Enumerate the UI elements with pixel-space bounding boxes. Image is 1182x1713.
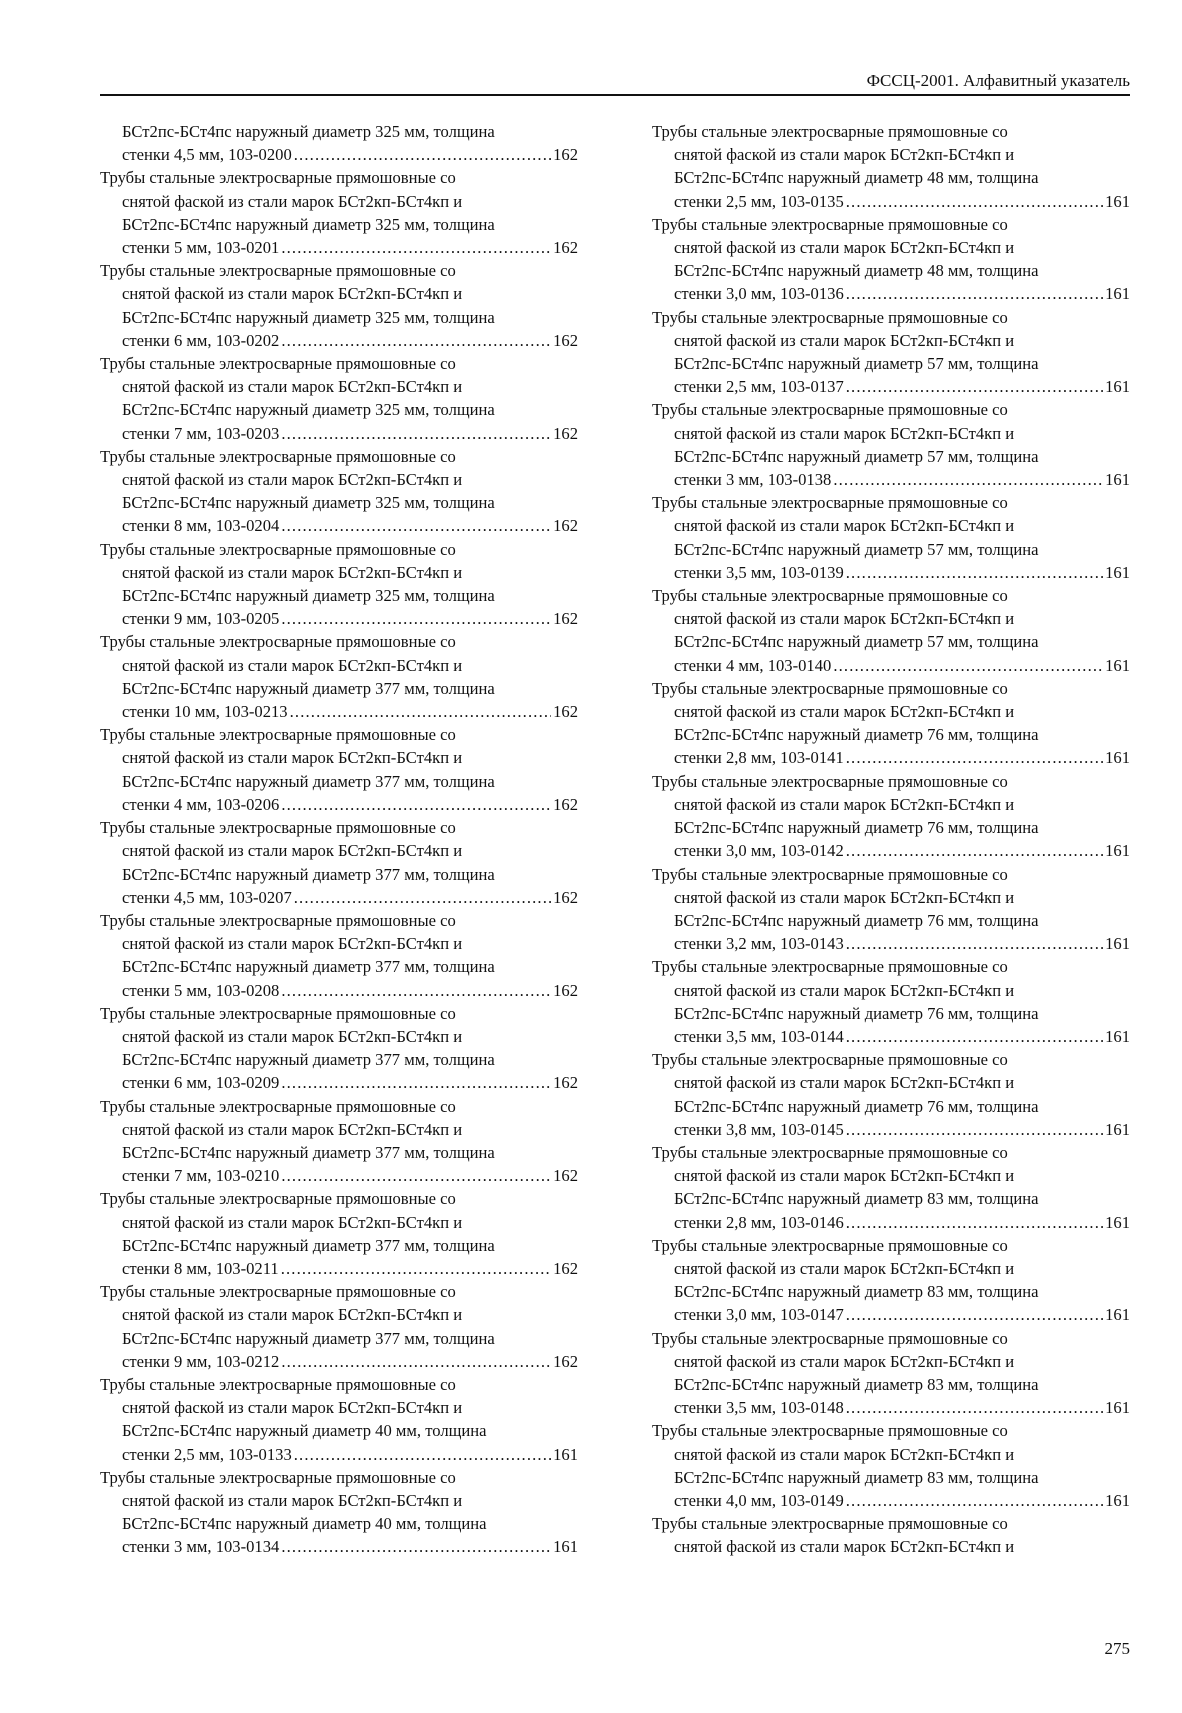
entry-line: снятой фаской из стали марок БСт2кп-БСт4кп и [122,655,463,675]
entry-line: Трубы стальные электросварные прямошовные со [100,910,456,930]
entry-line: снятой фаской из стали марок БСт2кп-БСт4кп и [122,1398,463,1418]
index-column-right [652,120,1130,1559]
entry-last-line [652,1118,1130,1141]
index-entry [100,1466,578,1559]
entry-line: БСт2пс-БСт4пс наружный диаметр 76 мм, толщина [674,818,1039,838]
entry-last-line [652,932,1130,955]
entry-last-line [652,282,1130,305]
entry-page-ref: 161 [1105,1212,1130,1232]
dot-leader [846,1489,1103,1512]
entry-line: БСт2пс-БСт4пс наружный диаметр 83 мм, толщина [674,1467,1039,1487]
entry-code: стенки 8 мм, 103-0211 [122,1258,279,1278]
entry-code: стенки 4,5 мм, 103-0207 [122,887,292,907]
entry-page-ref: 161 [1105,1490,1130,1510]
entry-line: Трубы стальные электросварные прямошовные со [100,1467,456,1487]
entry-line: снятой фаской из стали марок БСт2кп-БСт4кп и [122,284,463,304]
entry-line: Трубы стальные электросварные прямошовные со [100,168,456,188]
entry-last-line [100,143,578,166]
entry-code: стенки 3,2 мм, 103-0143 [674,934,844,954]
entry-line: снятой фаской из стали марок БСт2кп-БСт4кп и [674,609,1015,629]
entry-page-ref: 162 [553,1258,578,1278]
dot-leader [846,375,1103,398]
entry-last-line [652,468,1130,491]
entry-line: Трубы стальные электросварные прямошовные со [652,307,1008,327]
entry-page-ref: 161 [1105,1398,1130,1418]
entry-line: Трубы стальные электросварные прямошовные со [100,261,456,281]
entry-line: БСт2пс-БСт4пс наружный диаметр 377 мм, толщина [122,678,495,698]
entry-line: БСт2пс-БСт4пс наружный диаметр 40 мм, толщина [122,1514,487,1534]
index-entry [100,1095,578,1188]
index-entry [652,491,1130,584]
entry-last-line [652,190,1130,213]
entry-line: БСт2пс-БСт4пс наружный диаметр 325 мм, толщина [122,400,495,420]
index-entry [100,816,578,909]
entry-line: Трубы стальные электросварные прямошовные со [100,354,456,374]
entry-line: БСт2пс-БСт4пс наружный диаметр 325 мм, толщина [122,122,495,141]
entry-line: снятой фаской из стали марок БСт2кп-БСт4кп и [674,238,1015,258]
entry-page-ref: 161 [1105,284,1130,304]
entry-page-ref: 161 [1105,562,1130,582]
entry-page-ref: 161 [1105,1305,1130,1325]
index-column-left [100,120,578,1559]
entry-line: снятой фаской из стали марок БСт2кп-БСт4кп и [674,145,1015,165]
dot-leader [846,561,1103,584]
entry-line: снятой фаской из стали марок БСт2кп-БСт4кп и [674,1073,1015,1093]
dot-leader [281,236,551,259]
entry-code: стенки 8 мм, 103-0204 [122,516,280,536]
entry-line: снятой фаской из стали марок БСт2кп-БСт4кп и [122,1212,463,1232]
entry-code: стенки 9 мм, 103-0212 [122,1351,280,1371]
entry-line: снятой фаской из стали марок БСт2кп-БСт4кп и [674,423,1015,443]
entry-line: Трубы стальные электросварные прямошовные со [100,1282,456,1302]
entry-code: стенки 6 мм, 103-0202 [122,330,280,350]
dot-leader [281,1257,551,1280]
entry-line: БСт2пс-БСт4пс наружный диаметр 48 мм, толщина [674,261,1039,281]
dot-leader [833,468,1103,491]
page-number: 275 [1104,1639,1130,1658]
entry-page-ref: 162 [553,702,578,722]
index-entry [652,120,1130,213]
dot-leader [281,329,551,352]
entry-page-ref: 162 [553,980,578,1000]
page-header [100,66,1130,96]
entry-line: БСт2пс-БСт4пс наружный диаметр 377 мм, толщина [122,1235,495,1255]
entry-line: Трубы стальные электросварные прямошовные со [652,493,1008,513]
dot-leader [846,1118,1103,1141]
index-entry [652,1048,1130,1141]
entry-page-ref: 161 [1105,1119,1130,1139]
dot-leader [281,1164,551,1187]
index-entry [652,1234,1130,1327]
entry-line: БСт2пс-БСт4пс наружный диаметр 57 мм, толщина [674,446,1039,466]
entry-line: БСт2пс-БСт4пс наружный диаметр 325 мм, толщина [122,586,495,606]
entry-code: стенки 2,5 мм, 103-0137 [674,377,844,397]
index-entry [652,863,1130,956]
entry-last-line [100,1535,578,1558]
index-entry [652,306,1130,399]
entry-line: БСт2пс-БСт4пс наружный диаметр 325 мм, толщина [122,307,495,327]
entry-line: снятой фаской из стали марок БСт2кп-БСт4кп и [122,1490,463,1510]
entry-line: снятой фаской из стали марок БСт2кп-БСт4кп и [122,1305,463,1325]
entry-line: БСт2пс-БСт4пс наружный диаметр 377 мм, толщина [122,957,495,977]
index-entry [100,120,578,166]
entry-last-line [100,1350,578,1373]
entry-line: БСт2пс-БСт4пс наружный диаметр 76 мм, толщина [674,1003,1039,1023]
entry-line: БСт2пс-БСт4пс наружный диаметр 76 мм, толщина [674,910,1039,930]
entry-line: БСт2пс-БСт4пс наружный диаметр 83 мм, толщина [674,1189,1039,1209]
header-title: ФССЦ-2001. Алфавитный указатель [866,71,1130,90]
entry-line: Трубы стальные электросварные прямошовные со [652,957,1008,977]
entry-code: стенки 2,8 мм, 103-0141 [674,748,844,768]
entry-line: Трубы стальные электросварные прямошовные со [652,122,1008,141]
entry-page-ref: 161 [1105,470,1130,490]
dot-leader [294,143,551,166]
entry-line: Трубы стальные электросварные прямошовные со [652,1421,1008,1441]
entry-page-ref: 162 [553,330,578,350]
entry-line: Трубы стальные электросварные прямошовные со [652,400,1008,420]
dot-leader [281,793,551,816]
entry-last-line [100,236,578,259]
entry-line: БСт2пс-БСт4пс наружный диаметр 83 мм, толщина [674,1374,1039,1394]
entry-last-line [652,561,1130,584]
dot-leader [281,607,551,630]
entry-code: стенки 10 мм, 103-0213 [122,702,288,722]
entry-line: снятой фаской из стали марок БСт2кп-БСт4кп и [122,841,463,861]
dot-leader [846,839,1103,862]
entry-line: БСт2пс-БСт4пс наружный диаметр 57 мм, толщина [674,539,1039,559]
entry-code: стенки 4 мм, 103-0140 [674,655,832,675]
dot-leader [846,1396,1103,1419]
entry-line: БСт2пс-БСт4пс наружный диаметр 325 мм, толщина [122,214,495,234]
dot-leader [281,979,551,1002]
entry-line: снятой фаской из стали марок БСт2кп-БСт4кп и [122,191,463,211]
dot-leader [846,1211,1103,1234]
dot-leader [833,654,1103,677]
entry-code: стенки 4,0 мм, 103-0149 [674,1490,844,1510]
entry-line: БСт2пс-БСт4пс наружный диаметр 57 мм, толщина [674,354,1039,374]
index-entry [100,1187,578,1280]
dot-leader [290,700,552,723]
index-entry [100,538,578,631]
entry-line: снятой фаской из стали марок БСт2кп-БСт4кп и [122,377,463,397]
entry-page-ref: 161 [1105,1026,1130,1046]
entry-line: Трубы стальные электросварные прямошовные со [100,725,456,745]
entry-line: БСт2пс-БСт4пс наружный диаметр 377 мм, толщина [122,864,495,884]
entry-line: Трубы стальные электросварные прямошовные со [652,1142,1008,1162]
entry-line: снятой фаской из стали марок БСт2кп-БСт4кп и [674,794,1015,814]
entry-code: стенки 7 мм, 103-0203 [122,423,280,443]
entry-code: стенки 3 мм, 103-0134 [122,1537,280,1557]
entry-line: БСт2пс-БСт4пс наружный диаметр 57 мм, толщина [674,632,1039,652]
entry-line: Трубы стальные электросварные прямошовные со [100,818,456,838]
entry-code: стенки 5 мм, 103-0208 [122,980,280,1000]
index-entry [100,1002,578,1095]
entry-line: Трубы стальные электросварные прямошовные со [100,446,456,466]
entry-line: Трубы стальные электросварные прямошовные со [652,214,1008,234]
index-entry [100,909,578,1002]
entry-page-ref: 162 [553,1351,578,1371]
dot-leader [281,1071,551,1094]
entry-line: Трубы стальные электросварные прямошовные со [652,771,1008,791]
entry-last-line [652,1396,1130,1419]
index-entry [100,259,578,352]
entry-line: снятой фаской из стали марок БСт2кп-БСт4кп и [122,1026,463,1046]
entry-code: стенки 6 мм, 103-0209 [122,1073,280,1093]
entry-line: БСт2пс-БСт4пс наружный диаметр 83 мм, толщина [674,1282,1039,1302]
entry-last-line [100,793,578,816]
entry-code: стенки 3,5 мм, 103-0148 [674,1398,844,1418]
index-entry [100,445,578,538]
entry-page-ref: 161 [1105,377,1130,397]
entry-last-line [652,1025,1130,1048]
entry-last-line [652,654,1130,677]
entry-page-ref: 161 [1105,191,1130,211]
entry-page-ref: 161 [1105,841,1130,861]
entry-code: стенки 3,5 мм, 103-0139 [674,562,844,582]
index-entry [652,398,1130,491]
dot-leader [846,190,1103,213]
entry-line: снятой фаской из стали марок БСт2кп-БСт4кп и [674,887,1015,907]
entry-line: снятой фаской из стали марок БСт2кп-БСт4кп и [122,562,463,582]
index-entry [100,723,578,816]
entry-line: снятой фаской из стали марок БСт2кп-БСт4кп и [122,748,463,768]
entry-last-line [100,886,578,909]
index-entry [652,1512,1130,1558]
entry-last-line [100,1164,578,1187]
index-entry [652,770,1130,863]
entry-line: Трубы стальные электросварные прямошовные со [100,1374,456,1394]
entry-last-line [100,1071,578,1094]
entry-line: Трубы стальные электросварные прямошовные со [100,1096,456,1116]
entry-code: стенки 5 мм, 103-0201 [122,238,280,258]
entry-code: стенки 3,5 мм, 103-0144 [674,1026,844,1046]
entry-line: БСт2пс-БСт4пс наружный диаметр 76 мм, толщина [674,1096,1039,1116]
entry-line: снятой фаской из стали марок БСт2кп-БСт4кп и [674,1166,1015,1186]
entry-last-line [652,839,1130,862]
entry-line: снятой фаской из стали марок БСт2кп-БСт4кп и [674,1444,1015,1464]
entry-page-ref: 162 [553,238,578,258]
entry-page-ref: 162 [553,794,578,814]
entry-line: снятой фаской из стали марок БСт2кп-БСт4кп и [674,516,1015,536]
dot-leader [281,1350,551,1373]
entry-line: БСт2пс-БСт4пс наружный диаметр 48 мм, толщина [674,168,1039,188]
dot-leader [294,886,551,909]
entry-last-line [100,607,578,630]
entry-last-line [100,422,578,445]
entry-line: Трубы стальные электросварные прямошовные со [652,678,1008,698]
entry-code: стенки 3,8 мм, 103-0145 [674,1119,844,1139]
index-entry [652,1327,1130,1420]
entry-code: стенки 3 мм, 103-0138 [674,470,832,490]
entry-code: стенки 7 мм, 103-0210 [122,1166,280,1186]
entry-page-ref: 161 [1105,748,1130,768]
entry-page-ref: 161 [1105,934,1130,954]
dot-leader [846,1025,1103,1048]
index-entry [100,166,578,259]
entry-line: Трубы стальные электросварные прямошовные со [652,1050,1008,1070]
entry-last-line [652,1211,1130,1234]
index-entry [652,1419,1130,1512]
entry-code: стенки 3,0 мм, 103-0142 [674,841,844,861]
entry-page-ref: 162 [553,609,578,629]
entry-line: снятой фаской из стали марок БСт2кп-БСт4кп и [122,1119,463,1139]
entry-page-ref: 161 [553,1537,578,1557]
entry-page-ref: 161 [553,1444,578,1464]
entry-code: стенки 2,5 мм, 103-0135 [674,191,844,211]
entry-line: Трубы стальные электросварные прямошовные со [652,1235,1008,1255]
entry-line: БСт2пс-БСт4пс наружный диаметр 76 мм, толщина [674,725,1039,745]
dot-leader [281,1535,551,1558]
entry-code: стенки 3,0 мм, 103-0147 [674,1305,844,1325]
entry-line: БСт2пс-БСт4пс наружный диаметр 377 мм, толщина [122,771,495,791]
entry-code: стенки 2,8 мм, 103-0146 [674,1212,844,1232]
entry-code: стенки 4,5 мм, 103-0200 [122,145,292,165]
entry-page-ref: 162 [553,516,578,536]
entry-line: Трубы стальные электросварные прямошовные со [652,1514,1008,1534]
dot-leader [846,282,1103,305]
entry-line: Трубы стальные электросварные прямошовные со [652,1328,1008,1348]
entry-page-ref: 162 [553,887,578,907]
entry-line: снятой фаской из стали марок БСт2кп-БСт4кп и [674,980,1015,1000]
entry-code: стенки 4 мм, 103-0206 [122,794,280,814]
entry-line: БСт2пс-БСт4пс наружный диаметр 377 мм, толщина [122,1050,495,1070]
entry-last-line [652,375,1130,398]
entry-code: стенки 9 мм, 103-0205 [122,609,280,629]
entry-page-ref: 162 [553,1166,578,1186]
entry-last-line [100,1443,578,1466]
index-entry [100,630,578,723]
entry-line: БСт2пс-БСт4пс наружный диаметр 377 мм, толщина [122,1328,495,1348]
index-entry [652,677,1130,770]
entry-last-line [652,1489,1130,1512]
entry-line: БСт2пс-БСт4пс наружный диаметр 325 мм, толщина [122,493,495,513]
entry-page-ref: 162 [553,1073,578,1093]
entry-last-line [652,1303,1130,1326]
dot-leader [846,932,1103,955]
entry-last-line [100,1257,578,1280]
entry-line: Трубы стальные электросварные прямошовные со [100,632,456,652]
entry-line: снятой фаской из стали марок БСт2кп-БСт4кп и [674,330,1015,350]
index-entry [652,584,1130,677]
entry-line: снятой фаской из стали марок БСт2кп-БСт4кп и [674,1537,1015,1557]
entry-last-line [652,746,1130,769]
dot-leader [846,746,1103,769]
entry-line: Трубы стальные электросварные прямошовные со [100,539,456,559]
index-entry [100,352,578,445]
entry-page-ref: 162 [553,423,578,443]
dot-leader [281,514,551,537]
entry-last-line [100,329,578,352]
index-entry [100,1373,578,1466]
index-entry [652,955,1130,1048]
entry-line: БСт2пс-БСт4пс наружный диаметр 377 мм, толщина [122,1142,495,1162]
entry-line: снятой фаской из стали марок БСт2кп-БСт4кп и [122,470,463,490]
index-entry [100,1280,578,1373]
entry-line: снятой фаской из стали марок БСт2кп-БСт4кп и [122,934,463,954]
entry-line: снятой фаской из стали марок БСт2кп-БСт4кп и [674,1351,1015,1371]
entry-line: Трубы стальные электросварные прямошовные со [100,1189,456,1209]
entry-last-line [100,979,578,1002]
index-entry [652,213,1130,306]
dot-leader [294,1443,551,1466]
index-entry [652,1141,1130,1234]
entry-line: БСт2пс-БСт4пс наружный диаметр 40 мм, толщина [122,1421,487,1441]
entry-last-line [100,700,578,723]
entry-code: стенки 3,0 мм, 103-0136 [674,284,844,304]
entry-page-ref: 161 [1105,655,1130,675]
entry-page-ref: 162 [553,145,578,165]
entry-line: Трубы стальные электросварные прямошовные со [652,586,1008,606]
entry-code: стенки 2,5 мм, 103-0133 [122,1444,292,1464]
entry-line: Трубы стальные электросварные прямошовные со [100,1003,456,1023]
entry-line: снятой фаской из стали марок БСт2кп-БСт4кп и [674,1258,1015,1278]
entry-line: Трубы стальные электросварные прямошовные со [652,864,1008,884]
entry-last-line [100,514,578,537]
entry-line: снятой фаской из стали марок БСт2кп-БСт4кп и [674,702,1015,722]
dot-leader [846,1303,1103,1326]
dot-leader [281,422,551,445]
